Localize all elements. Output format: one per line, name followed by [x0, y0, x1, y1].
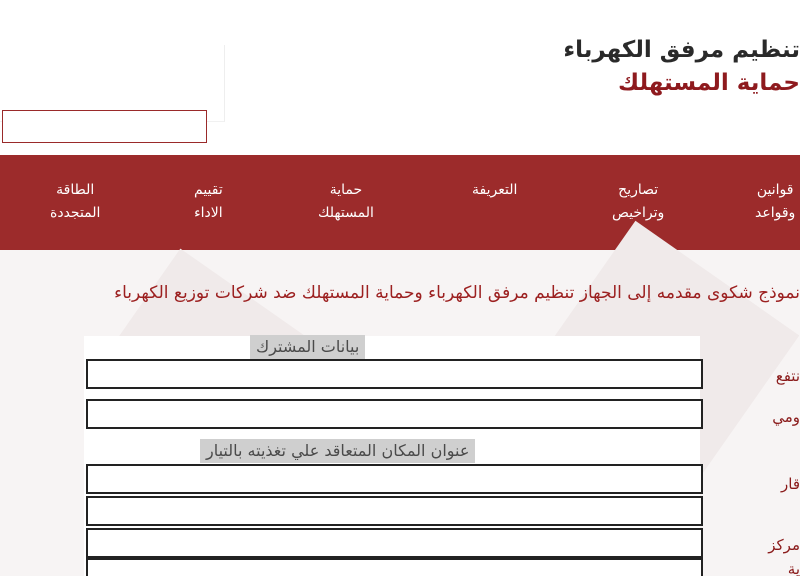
address-field[interactable] — [86, 528, 703, 558]
nav-item-line2: وتراخيص — [612, 205, 665, 221]
nav-item-line2: وقواعد — [755, 205, 796, 221]
nav-item-line2: التعريفة — [472, 182, 518, 198]
section-address: عنوان المكان المتعاقد علي تغذيته بالتيار — [200, 439, 475, 463]
nav-item-line2: المستهلك — [318, 205, 374, 221]
nav-item-line2: الاداء — [194, 205, 223, 221]
address-field[interactable] — [86, 496, 703, 526]
field-label: ية — [787, 560, 800, 576]
nav-item-line1: قوانين — [756, 182, 794, 198]
field-label: نتفع — [775, 367, 800, 385]
nav-item-permits[interactable] — [612, 179, 664, 225]
nav-item-performance[interactable] — [194, 179, 223, 225]
nav-item-consumer-protection[interactable] — [318, 179, 374, 225]
nav-item-line2: المتجددة — [50, 205, 101, 221]
form-title: نموذج شكوى مقدمه إلى الجهاز تنظيم مرفق الكهرباء وحماية المستهلك ضد شركات توزيع الكهرباء — [114, 283, 800, 303]
section-subscriber-data: بيانات المشترك — [250, 335, 365, 359]
nav-item-line1: تصاريح — [618, 182, 659, 198]
field-label: مركز — [768, 536, 800, 554]
nav-item-renewable-energy[interactable] — [50, 179, 100, 225]
org-name: تنظيم مرفق الكهرباء — [563, 37, 800, 63]
org-subtitle: حماية المستهلك — [618, 70, 800, 96]
search-area — [0, 45, 225, 122]
nav-item-tariff[interactable] — [472, 179, 517, 202]
national-id-field[interactable] — [86, 399, 703, 429]
field-label: قار — [781, 475, 800, 493]
main-nav — [0, 155, 800, 250]
field-label: ومي — [772, 408, 800, 426]
nav-item-line1: حماية — [329, 182, 363, 198]
address-field[interactable] — [86, 464, 703, 494]
header — [0, 0, 800, 155]
search-input[interactable] — [2, 110, 207, 143]
address-field[interactable] — [86, 558, 703, 576]
subscriber-name-field[interactable] — [86, 359, 703, 389]
nav-item-line1: الطاقة — [56, 182, 95, 198]
nav-item-laws[interactable] — [755, 179, 795, 225]
nav-item-line1: تقييم — [194, 182, 223, 198]
